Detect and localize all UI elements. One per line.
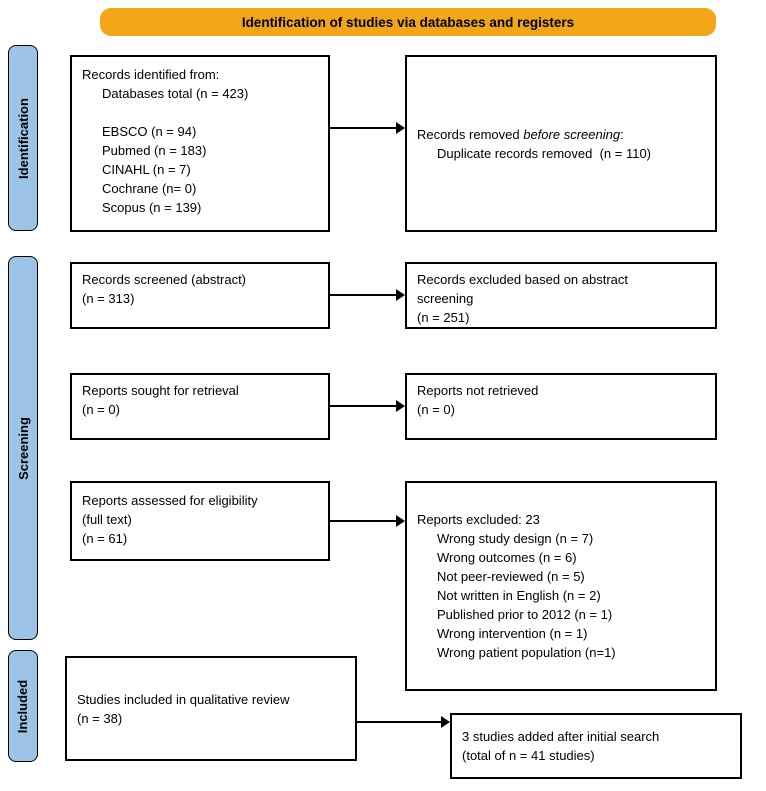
reports-excluded-heading: Reports excluded: 23 <box>417 512 540 527</box>
box-line: (n = 38) <box>77 710 123 726</box>
box-line: Reports sought for retrieval <box>82 383 239 398</box>
box-line: CINAHL (n = 7) <box>102 162 191 177</box>
box-records-excluded-abstract <box>405 262 717 329</box>
box-records-removed <box>405 55 717 232</box>
box-line: Databases total (n = 423) <box>102 86 249 101</box>
records-removed-heading-suffix: : <box>620 126 624 142</box>
box-line: Wrong intervention (n = 1) <box>437 626 588 641</box>
box-line: Not peer-reviewed (n = 5) <box>437 569 585 584</box>
arrow-included-to-added <box>357 721 441 723</box>
box-line: (total of n = 41 studies) <box>462 748 595 763</box>
stage-screening <box>8 256 38 640</box>
stage-included <box>8 650 38 762</box>
box-line: Published prior to 2012 (n = 1) <box>437 607 613 622</box>
box-line: (n = 61) <box>82 531 128 546</box>
box-line <box>82 103 318 122</box>
arrow-assessed-to-excluded <box>330 520 396 522</box>
box-line: Wrong outcomes (n = 6) <box>437 550 577 565</box>
records-removed-heading <box>417 125 705 144</box>
box-line: (n = 0) <box>82 402 120 417</box>
arrow-screened-to-excluded <box>330 294 396 296</box>
arrow-sought-to-not-retrieved <box>330 405 396 407</box>
arrow-identified-to-removed <box>330 127 396 129</box>
stage-screening-label: Screening <box>15 416 31 480</box>
box-line: Studies included in qualitative review <box>77 691 290 707</box>
box-line: (full text) <box>82 512 132 527</box>
box-line: Records screened (abstract) <box>82 272 247 287</box>
box-line: (n = 0) <box>417 402 455 417</box>
box-line: Wrong study design (n = 7) <box>437 531 594 546</box>
box-studies-added <box>450 713 742 779</box>
box-reports-sought <box>70 373 330 440</box>
box-records-identified <box>70 55 330 232</box>
box-line: (n = 251) <box>417 310 470 325</box>
box-reports-assessed <box>70 481 330 561</box>
stage-included-label: Included <box>15 679 31 733</box>
box-records-screened <box>70 262 330 329</box>
records-identified-heading: Records identified from: <box>82 67 220 82</box>
box-line: Pubmed (n = 183) <box>102 143 207 158</box>
box-line: Reports assessed for eligibility <box>82 493 258 508</box>
box-line: Wrong patient population (n=1) <box>437 645 616 660</box>
box-reports-not-retrieved <box>405 373 717 440</box>
stage-identification <box>8 45 38 231</box>
box-line: Duplicate records removed (n = 110) <box>437 145 651 161</box>
box-line: Records excluded based on abstract screening <box>417 272 632 306</box>
box-line: (n = 313) <box>82 291 135 306</box>
box-line: Scopus (n = 139) <box>102 200 202 215</box>
records-removed-heading-prefix: Records removed <box>417 126 524 142</box>
box-line: 3 studies added after initial search <box>462 729 660 744</box>
box-reports-excluded <box>405 481 717 691</box>
box-line: Not written in English (n = 2) <box>437 588 601 603</box>
stage-identification-label: Identification <box>15 97 31 179</box>
records-removed-heading-italic: before screening <box>523 126 621 142</box>
banner-title: Identification of studies via databases and registers <box>100 8 716 36</box>
box-line: Cochrane (n= 0) <box>102 181 197 196</box>
box-studies-included <box>65 656 357 761</box>
box-line: EBSCO (n = 94) <box>102 124 197 139</box>
box-line: Reports not retrieved <box>417 383 539 398</box>
